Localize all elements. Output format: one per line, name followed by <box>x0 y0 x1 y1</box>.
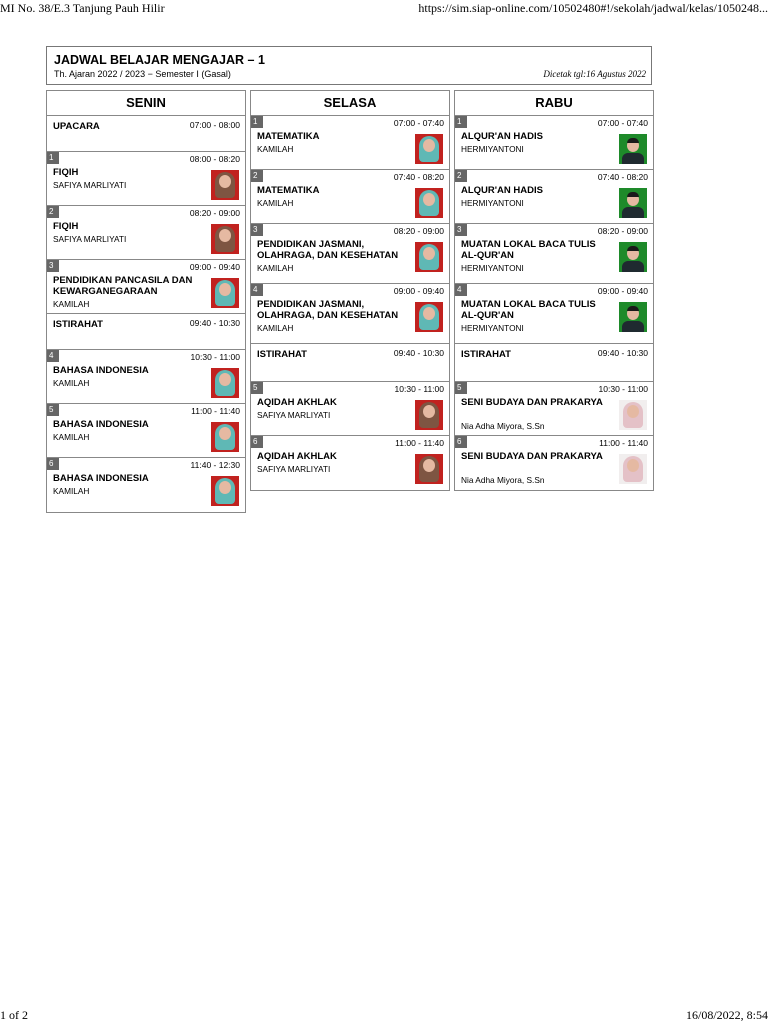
print-header-url: https://sim.siap-online.com/10502480#!/sekolah/jadwal/kelas/1050248... <box>418 1 768 15</box>
slot-time: 09:00 - 09:40 <box>189 262 240 272</box>
period-number: 6 <box>251 436 263 448</box>
schedule-slot <box>47 260 245 314</box>
schedule-slot <box>251 284 449 344</box>
teacher-photo <box>619 302 647 332</box>
subject-name: ALQUR'AN HADIS <box>461 185 543 196</box>
teacher-name: SAFIYA MARLIYATI <box>257 464 331 474</box>
period-number: 6 <box>455 436 467 448</box>
teacher-name: SAFIYA MARLIYATI <box>53 234 127 244</box>
subject-name: FIQIH <box>53 221 79 232</box>
subject-name: AQIDAH AKHLAK <box>257 397 337 408</box>
subject-name: AQIDAH AKHLAK <box>257 451 337 462</box>
slot-time: 09:40 - 10:30 <box>189 318 240 328</box>
subject-name: SENI BUDAYA DAN PRAKARYA <box>461 397 603 408</box>
teacher-name: KAMILAH <box>257 144 294 154</box>
period-number: 1 <box>455 116 467 128</box>
period-number: 6 <box>47 458 59 470</box>
teacher-photo <box>211 278 239 308</box>
subject-name: MATEMATIKA <box>257 185 320 196</box>
slot-time: 11:00 - 11:40 <box>395 438 444 448</box>
schedule-slot <box>251 116 449 170</box>
period-number: 4 <box>455 284 467 296</box>
slot-time: 10:30 - 11:00 <box>190 352 240 362</box>
subject-name: SENI BUDAYA DAN PRAKARYA <box>461 451 603 462</box>
page-title: JADWAL BELAJAR MENGAJAR – 1 <box>54 53 265 67</box>
schedule-slot <box>47 404 245 458</box>
print-header-school: MI No. 38/E.3 Tanjung Pauh Hilir <box>0 1 165 15</box>
schedule-slot <box>47 206 245 260</box>
schedule-slot <box>251 436 449 490</box>
period-number: 1 <box>47 152 59 164</box>
teacher-name: SAFIYA MARLIYATI <box>257 410 331 420</box>
schedule-slot <box>455 170 653 224</box>
subject-name: BAHASA INDONESIA <box>53 419 149 430</box>
teacher-photo <box>211 224 239 254</box>
slot-time: 09:00 - 09:40 <box>393 286 444 296</box>
schedule-slot <box>47 350 245 404</box>
schedule-slot <box>455 344 653 382</box>
teacher-photo <box>415 302 443 332</box>
slot-time: 07:00 - 07:40 <box>393 118 444 128</box>
period-number: 5 <box>251 382 263 394</box>
period-number: 2 <box>251 170 263 182</box>
day-header: SENIN <box>47 91 245 116</box>
teacher-photo <box>619 188 647 218</box>
subject-name: PENDIDIKAN JASMANI, OLAHRAGA, DAN KESEHATAN <box>257 239 399 261</box>
teacher-photo <box>619 242 647 272</box>
teacher-name: KAMILAH <box>257 323 294 333</box>
teacher-photo <box>415 134 443 164</box>
schedule-slot <box>251 344 449 382</box>
day-column-rabu <box>454 90 654 491</box>
schedule-slot <box>455 382 653 436</box>
teacher-name: KAMILAH <box>53 432 90 442</box>
period-number: 5 <box>455 382 467 394</box>
subject-name: MUATAN LOKAL BACA TULIS AL-QUR'AN <box>461 239 596 261</box>
teacher-photo <box>211 170 239 200</box>
period-number: 1 <box>251 116 263 128</box>
period-number: 4 <box>251 284 263 296</box>
teacher-photo <box>415 400 443 430</box>
teacher-name: Nia Adha Miyora, S.Sn <box>461 421 545 431</box>
schedule-slot <box>251 170 449 224</box>
slot-time: 11:00 - 11:40 <box>191 406 240 416</box>
subject-name: PENDIDIKAN PANCASILA DAN KEWARGANEGARAAN <box>53 275 193 297</box>
teacher-photo <box>211 368 239 398</box>
schedule-slot <box>47 314 245 350</box>
schedule-slot <box>47 152 245 206</box>
slot-time: 09:40 - 10:30 <box>393 348 444 358</box>
period-number: 3 <box>47 260 59 272</box>
teacher-photo <box>619 454 647 484</box>
schedule-slot <box>47 116 245 152</box>
subject-name: ALQUR'AN HADIS <box>461 131 543 142</box>
slot-time: 11:00 - 11:40 <box>599 438 648 448</box>
slot-time: 08:20 - 09:00 <box>597 226 648 236</box>
teacher-name: HERMIYANTONI <box>461 263 524 273</box>
teacher-photo <box>415 188 443 218</box>
teacher-name: KAMILAH <box>257 198 294 208</box>
day-header: RABU <box>455 91 653 116</box>
subject-name: FIQIH <box>53 167 79 178</box>
teacher-name: HERMIYANTONI <box>461 198 524 208</box>
teacher-photo <box>211 476 239 506</box>
print-header <box>0 1 768 17</box>
subject-name: ISTIRAHAT <box>461 349 511 360</box>
slot-time: 07:40 - 08:20 <box>393 172 444 182</box>
subject-name: UPACARA <box>53 121 100 132</box>
slot-time: 07:40 - 08:20 <box>597 172 648 182</box>
slot-time: 10:30 - 11:00 <box>598 384 648 394</box>
slot-time: 09:40 - 10:30 <box>597 348 648 358</box>
teacher-photo <box>619 400 647 430</box>
teacher-photo <box>619 134 647 164</box>
period-number: 2 <box>455 170 467 182</box>
schedule-title-box <box>46 46 652 85</box>
schedule-slot <box>455 116 653 170</box>
period-number: 2 <box>47 206 59 218</box>
teacher-name: KAMILAH <box>53 299 90 309</box>
day-column-senin <box>46 90 246 513</box>
subject-name: ISTIRAHAT <box>53 319 103 330</box>
period-number: 3 <box>455 224 467 236</box>
subject-name: MUATAN LOKAL BACA TULIS AL-QUR'AN <box>461 299 596 321</box>
page-number: 1 of 2 <box>0 1008 28 1022</box>
schedule-slot <box>455 224 653 284</box>
teacher-name: SAFIYA MARLIYATI <box>53 180 127 190</box>
printed-date: Dicetak tgl:16 Agustus 2022 <box>543 69 646 79</box>
subject-name: BAHASA INDONESIA <box>53 365 149 376</box>
teacher-name: Nia Adha Miyora, S.Sn <box>461 475 545 485</box>
subject-name: ISTIRAHAT <box>257 349 307 360</box>
period-number: 3 <box>251 224 263 236</box>
period-number: 5 <box>47 404 59 416</box>
subject-name: PENDIDIKAN JASMANI, OLAHRAGA, DAN KESEHATAN <box>257 299 399 321</box>
teacher-name: HERMIYANTONI <box>461 323 524 333</box>
teacher-photo <box>211 422 239 452</box>
slot-time: 11:40 - 12:30 <box>190 460 240 470</box>
slot-time: 09:00 - 09:40 <box>597 286 648 296</box>
teacher-name: KAMILAH <box>53 486 90 496</box>
slot-time: 10:30 - 11:00 <box>394 384 444 394</box>
print-footer <box>0 1007 768 1023</box>
subject-name: MATEMATIKA <box>257 131 320 142</box>
print-timestamp: 16/08/2022, 8:54 <box>685 1008 768 1022</box>
subject-name: BAHASA INDONESIA <box>53 473 149 484</box>
slot-time: 07:00 - 08:00 <box>189 120 240 130</box>
teacher-name: HERMIYANTONI <box>461 144 524 154</box>
period-number: 4 <box>47 350 59 362</box>
slot-time: 08:20 - 09:00 <box>393 226 444 236</box>
teacher-name: KAMILAH <box>53 378 90 388</box>
teacher-photo <box>415 242 443 272</box>
slot-time: 08:20 - 09:00 <box>189 208 240 218</box>
schedule-slot <box>251 224 449 284</box>
academic-year: Th. Ajaran 2022 / 2023 − Semester I (Gasal) <box>54 69 231 79</box>
schedule-slot <box>47 458 245 512</box>
day-column-selasa <box>250 90 450 491</box>
slot-time: 08:00 - 08:20 <box>189 154 240 164</box>
day-header: SELASA <box>251 91 449 116</box>
schedule-slot <box>251 382 449 436</box>
slot-time: 07:00 - 07:40 <box>597 118 648 128</box>
schedule-slot <box>455 284 653 344</box>
schedule-slot <box>455 436 653 490</box>
teacher-name: KAMILAH <box>257 263 294 273</box>
teacher-photo <box>415 454 443 484</box>
